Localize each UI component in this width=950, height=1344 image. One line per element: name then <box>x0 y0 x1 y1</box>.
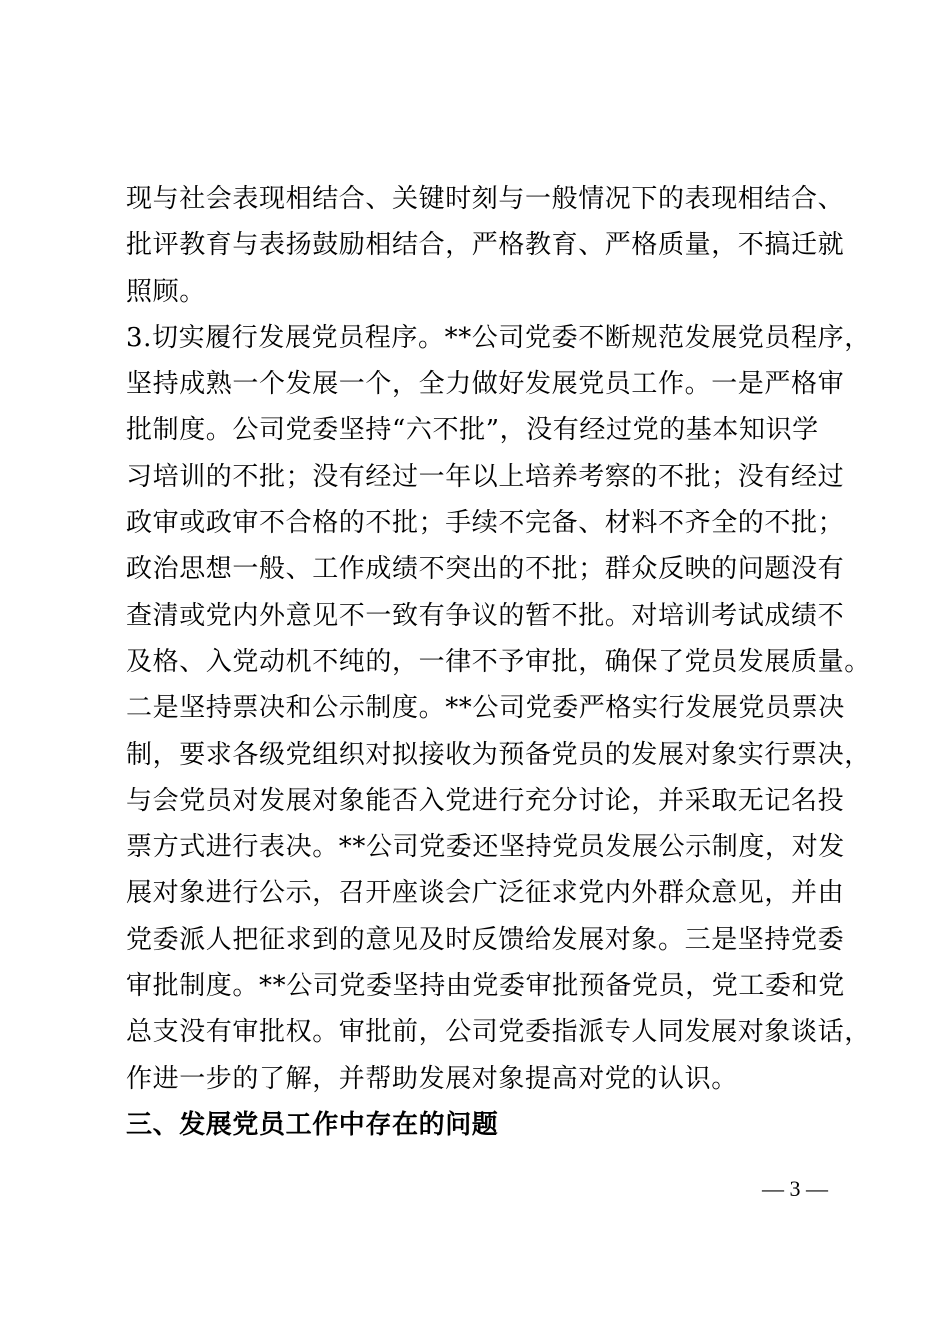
text-line: 制，要求各级党组织对拟接收为预备党员的发展对象实行票决， <box>126 739 871 770</box>
text-line: 展对象进行公示，召开座谈会广泛征求党内外群众意见，并由 <box>126 878 845 909</box>
text-line: 审批制度。**公司党委坚持由党委审批预备党员，党工委和党 <box>126 971 845 1002</box>
text-line: 政审或政审不合格的不批；手续不完备、材料不齐全的不批； <box>126 508 845 539</box>
text-line: 票方式进行表决。**公司党委还坚持党员发展公示制度，对发 <box>126 832 845 863</box>
section-heading: 三、发展党员工作中存在的问题 <box>126 1109 499 1140</box>
text-line: 二是坚持票决和公示制度。**公司党委严格实行发展党员票决 <box>126 693 845 724</box>
text-line: 及格、入党动机不纯的，一律不予审批，确保了党员发展质量。 <box>126 646 871 677</box>
text-line: 批评教育与表扬鼓励相结合，严格教育、严格质量，不搞迁就 <box>126 230 845 261</box>
text-line: 查清或党内外意见不一致有争议的暂不批。对培训考试成绩不 <box>126 600 845 631</box>
page-number: — 3 — <box>762 1176 828 1201</box>
text-line: 党委派人把征求到的意见及时反馈给发展对象。三是坚持党委 <box>126 924 845 955</box>
text-line: 批制度。公司党委坚持“六不批”，没有经过党的基本知识学 <box>126 415 819 446</box>
text-line: 与会党员对发展对象能否入党进行充分讨论，并采取无记名投 <box>126 785 845 816</box>
text-line: 政治思想一般、工作成绩不突出的不批；群众反映的问题没有 <box>126 554 845 585</box>
text-line: 作进一步的了解，并帮助发展对象提高对党的认识。 <box>126 1063 738 1094</box>
text-line: 3.切实履行发展党员程序。**公司党委不断规范发展党员程序， <box>126 322 871 353</box>
text-line: 总支没有审批权。审批前，公司党委指派专人同发展对象谈话， <box>126 1017 871 1048</box>
document-body <box>126 176 871 1148</box>
text-line: 照顾。 <box>126 276 206 307</box>
text-line: 坚持成熟一个发展一个，全力做好发展党员工作。一是严格审 <box>126 369 845 400</box>
text-line: 现与社会表现相结合、关键时刻与一般情况下的表现相结合、 <box>126 184 845 214</box>
text-line: 习培训的不批；没有经过一年以上培养考察的不批；没有经过 <box>126 461 845 492</box>
